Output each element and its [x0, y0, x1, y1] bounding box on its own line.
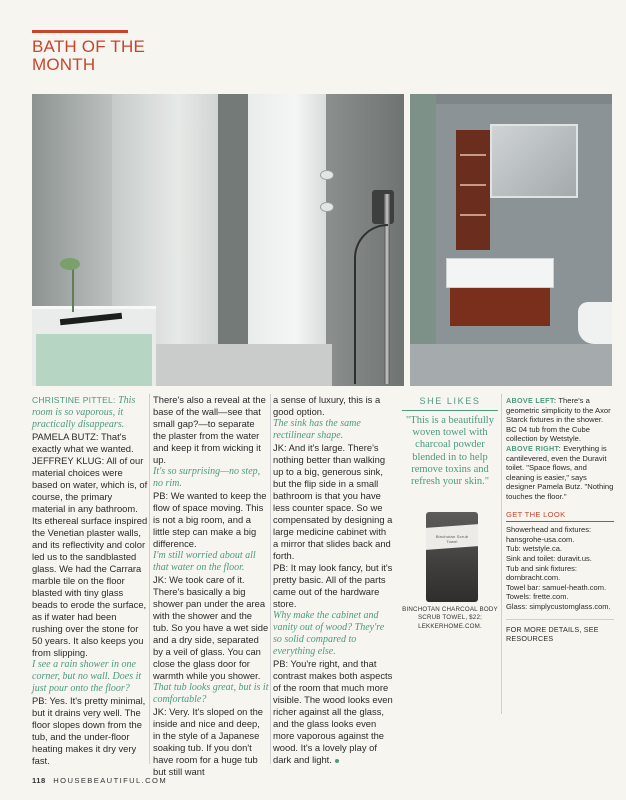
answer: PB: You're right, and that contrast makes both aspects of the room that much more visible. The wood looks even richer against all the glass, and the glass looks even more vaporous against the wood. It's a lovely play of dark and light. — [273, 658, 393, 765]
she-likes-title: SHE LIKES — [402, 396, 498, 411]
toilet — [578, 302, 612, 344]
answer: PB: We wanted to keep the flow of space moving. This is not a big room, and a little step can make a big difference. — [153, 490, 267, 549]
article-column-3 — [273, 394, 393, 766]
she-likes-quote: "This is a beautifully woven towel with charcoal powder blended in to help remove toxins and refresh your skin." — [406, 415, 494, 488]
caption-above-left: ABOVE LEFT: There's a geometric simplicity to the Axor Starck fixtures in the shower. BC 04 tub from the Cube collection by Wetstyle. — [506, 396, 611, 444]
answer: JK: And it's large. There's nothing better than walking up to a big, generous sink, but the flip side in a small bathroom is that you have less counter space. So we compensated by designing a large medicine cabinet with a mirror that slides back and forth. PB: It may look fancy, but it's pretty basic. All of the parts came out of the hardware store. — [273, 442, 393, 609]
article-column-1 — [32, 394, 148, 767]
shower-knob-icon — [320, 202, 334, 212]
question: Why make the cabinet and vanity out of wood? They're so solid compared to everything else. — [273, 610, 385, 657]
answer: PAMELA BUTZ: That's exactly what we wanted. JEFFREY KLUG: All of our material choices were based on water, which is, of course, the primary material in any bathroom. Its ethereal surface inspired the Venetian plaster walls, and its reflectivity and color led us to the sandblasted glass. We had the Carrara marble tile on the floor blasted with tiny glass beads to erode the surface, as if water had been rushing over the stone for 50 years. It also keeps you from slipping. — [32, 431, 148, 658]
question: CHRISTINE PITTEL: This room is so vaporous, it practically disappears. — [32, 395, 136, 430]
publication-url: HOUSEBEAUTIFUL.COM — [53, 776, 168, 785]
bathroom-vanity-photo — [410, 94, 612, 386]
medicine-cabinet — [456, 130, 490, 250]
end-mark-icon — [335, 759, 339, 763]
answer: PB: Yes. It's pretty minimal, but it drains very well. The floor slopes down from the tub, and the under-floor heating makes it dry very fast. — [32, 695, 146, 766]
answer: JK: We took care of it. There's basically a big shower pan under the area with the shower and the tub. So you have a wet side and a dry side, separated by a veil of glass. You can close the glass door for warmth while you shower. — [153, 574, 269, 681]
question: I see a rain shower in one corner, but no wall. Does it just pour onto the floor? — [32, 659, 142, 694]
get-the-look-title: GET THE LOOK — [506, 510, 614, 523]
towel-label: Binchotan Scrub Towel — [435, 534, 469, 544]
wood-vanity — [450, 288, 550, 326]
article-column-2 — [153, 394, 269, 778]
mirror — [490, 124, 578, 198]
photo-captions-sidebar — [506, 396, 614, 643]
shower-knob-icon — [320, 170, 334, 180]
answer: There's also a reveal at the base of the wall—see that small gap?—to separate the plaster from the water and keep it from wicking it up. — [153, 394, 266, 465]
question: That tub looks great, but is it comfortable? — [153, 682, 269, 705]
more-details-note: FOR MORE DETAILS, SEE RESOURCES — [506, 619, 614, 643]
get-the-look-list: Showerhead and fixtures: hansgrohe-usa.com. Tub: wetstyle.ca. Sink and toilet: duravit.us. Tub and sink fixtures: dornbracht.com. Towel bar: samuel-heath.com. Towels: frette.com. Glass: simplycustomglass.com. — [506, 525, 611, 611]
header-rule — [32, 30, 128, 33]
question: It's so surprising—no step, no rim. — [153, 466, 261, 489]
answer: JK: Very. It's sloped on the inside and nice and deep, in the style of a Japanese soaking tub. If you don't have room for a huge tub but still want — [153, 706, 264, 777]
sink — [446, 258, 554, 288]
she-likes-box — [402, 396, 498, 632]
question: I'm still worried about all that water on the floor. — [153, 550, 256, 573]
towel-image — [426, 512, 478, 602]
page-footer — [32, 776, 167, 785]
page-number: 118 — [32, 776, 46, 785]
product-caption: BINCHOTAN CHARCOAL BODY SCRUB TOWEL, $22; LEKKERHOME.COM. — [402, 606, 498, 630]
bathroom-shower-photo — [32, 94, 404, 386]
page-title: BATH OF THE MONTH — [32, 37, 146, 74]
showerhead-icon — [372, 190, 394, 224]
answer: a sense of luxury, this is a good option. — [273, 394, 381, 417]
question: The sink has the same rectilinear shape. — [273, 418, 361, 441]
caption-above-right: ABOVE RIGHT: Everything is cantilevered, even the Duravit toilet. "Space flows, and cleaning is easier," says designer Pamela Butz. "Nothing touches the floor." — [506, 443, 614, 501]
